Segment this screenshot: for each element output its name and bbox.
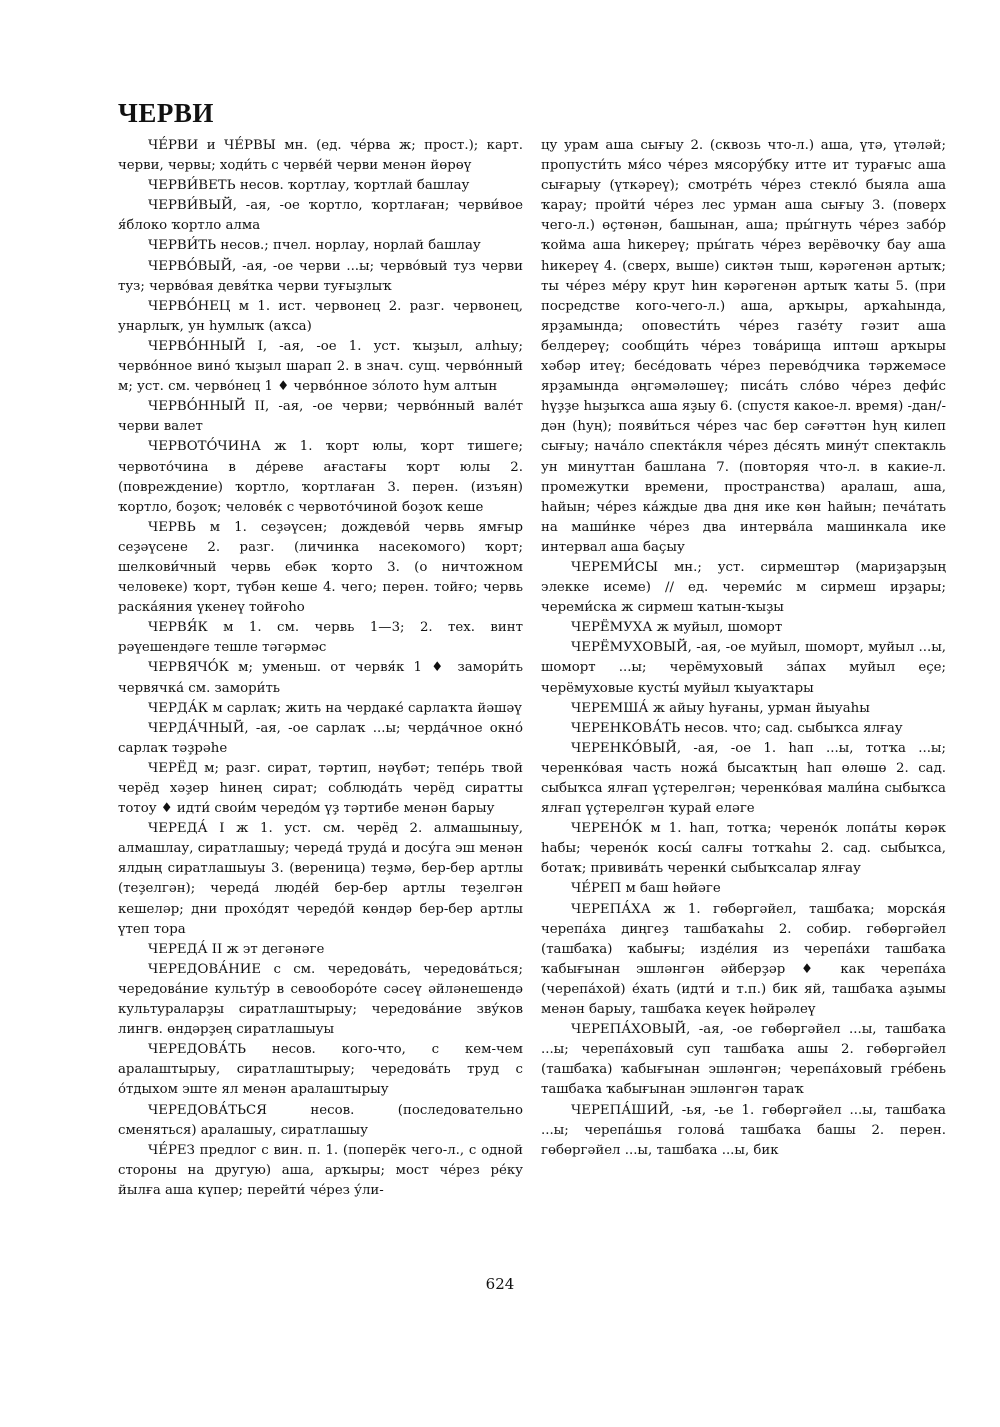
entry: ЧЕРЕПА́ХА ж 1. гөбөргәйел, ташбаҡа; морска́я черепа́ха диңгеҙ ташбаҡаһы 2. собир. гөбөргәйел (ташбаҡа) ҡабығы; изде́лия из черепа́хи ташбаҡа ҡабығынан эшләнгән әйберҙәр ♦ как черепа́ха (черепа́хой) е́хать (идти́ и т.п.) бик яй, ташбаҡа аҙымы менән барыу, ташбаҡа кеүек һөйрәлеү <box>541 901 946 1018</box>
entry: ЧЕРЕДОВА́ТЬ несов. кого-что, с кем-чем аралаштырыу, сиратлаштырыу; чередова́ть труд с о́тдыхом эште ял менән аралаштырыу <box>118 1042 523 1098</box>
entry: ЧЕРЁД м; разг. сират, тәртип, нәүбәт; тепе́рь твой черёд хәҙер һинең сират; соблюда́ть черёд сиратты тотоу ♦ идти́ свои́м чередо́м үҙ тәртибе менән барыу <box>118 760 523 817</box>
entry: ЧЕРВО́НЕЦ м 1. ист. червонец 2. разг. червонец, унарлыҡ, ун һумлыҡ (аҡса) <box>118 298 523 334</box>
entry: ЧЕ́РВИ и ЧЕ́РВЫ мн. (ед. че́рва ж; прост.); карт. черви, червы; ходи́ть с черве́й черви менән йөрөү <box>118 138 523 174</box>
entry: ЧЕРВЯЧО́К м; уменьш. от червя́к 1 ♦ замори́ть червячка́ см. замори́ть <box>118 660 523 696</box>
entry: ЧЕРЕНО́К м 1. һап, тотҡа; черено́к лопа́ты көрәк һабы; черено́к косы́ салғы тотҡаһы 2. сад. сыбыҡса, ботаҡ; привива́ть черенки́ сыбыҡсалар ялғау <box>541 821 946 877</box>
entry: ЧЕРЕПА́ШИЙ, -ья, -ье 1. гөбөргәйел ...ы, ташбаҡа ...ы; черепа́шья голова́ ташбаҡа башы 2. перен. гөбөргәйел ...ы, ташбаҡа ...ы, бик <box>541 1102 946 1158</box>
entry: ЧЕРЕДОВА́ТЬСЯ несов. (последовательно сменяться) аралашыу, сиратлашыу <box>118 1102 523 1138</box>
entry: ЧЕРЕДОВА́НИЕ с см. чередова́ть, чередова́ться; чередова́ние культу́р в севооборо́те сәсеү әйләнешендә культураларҙы сиратлаштырыу; чередова́ние зву́ков лингв. өндәрҙең сиратлашыуы <box>118 961 523 1038</box>
entry: ЧЕРДА́ЧНЫЙ, -ая, -ое сарлаҡ ...ы; черда́чное окно́ сарлаҡ тәҙрәһе <box>118 720 523 756</box>
entry: ЧЕРВИ́ТЬ несов.; пчел. норлау, норлай башлау <box>148 238 481 254</box>
entry: ЧЕРДА́К м сарлаҡ; жить на чердаке́ сарлаҡта йәшәү <box>148 700 522 716</box>
entry: ЧЕ́РЕП м баш һөйәге <box>571 881 721 897</box>
entry: ЧЕРЁМУХОВЫЙ, -ая, -ое муйыл, шоморт, муйыл ...ы, шоморт ...ы; черёмуховый за́пах муйыл еҫе; черёмуховые кусты́ муйыл ҡыуаҡтары <box>541 640 946 696</box>
left-column <box>118 136 523 1201</box>
entry: ЧЕРЕМИ́СЫ мн.; уст. сирмештәр (мариҙарҙың элекке исеме) // ед. череми́с м сирмеш ирҙары; череми́ска ж сирмеш ҡатын-ҡыҙы <box>541 559 946 616</box>
entry: ЧЕРЕДА́ I ж 1. уст. см. черёд 2. алмашыныу, алмашлау, сиратлашыу; череда́ труда́ и досу́га эш менән ялдың сиратлашыуы 3. (вереница) теҙмә, бер-бер артлы (теҙелгән); череда́ люде́й бер-бер артлы теҙелгән кешеләр; дни прохо́дят чередо́й көндәр бер-бер артлы үтеп тора <box>118 821 523 937</box>
entry: ЧЕРВЯ́К м 1. см. червь 1—3; 2. тех. винт рәүешендәге тешле тәгәрмәс <box>118 620 523 656</box>
entry: ЧЕРЕМША́ ж айыу һуғаны, урман йыуаһы <box>571 700 870 716</box>
page-number: 624 <box>485 1275 515 1293</box>
entry: ЧЕРВО́ННЫЙ II, -ая, -ое черви; черво́нный вале́т черви валет <box>118 399 523 435</box>
entry: ЧЕРВО́ВЫЙ, -ая, -ое черви ...ы; черво́вый туз черви туз; черво́вая девя́тка черви туғыҙлыҡ <box>118 258 523 294</box>
running-head: ЧЕРВИ <box>118 98 214 128</box>
entry: ЧЕРВИ́ВЕТЬ несов. ҡортлау, ҡортлай башлау <box>148 178 470 194</box>
entry: ЧЕРВОТО́ЧИНА ж 1. ҡорт юлы, ҡорт тишеге; червото́чина в де́реве ағастағы ҡорт юлы 2. (повреждение) ҡортло, ҡортлаған 3. перен. (изъян) ҡортло, боҙоҡ; челове́к с червото́чиной боҙоҡ кеше <box>118 439 523 515</box>
entry: ЧЕРЕНКО́ВЫЙ, -ая, -ое 1. һап ...ы, тотҡа ...ы; черенко́вая часть ножа́ бысаҡтың һап өлөшө 2. сад. сыбыҡса ялғап үҫтерелгән; черенко́вая мали́на сыбыҡса ялғап үҫтерелгән ҡурай еләге <box>541 740 946 817</box>
entry: ЧЕРВО́ННЫЙ I, -ая, -ое 1. уст. ҡыҙыл, алһыу; черво́нное вино́ ҡыҙыл шарап 2. в знач. сущ. черво́нный м; уст. см. черво́нец 1 ♦ черво́нное зо́лото һум алтын <box>118 338 523 395</box>
entry: ЧЕРЕНКОВА́ТЬ несов. что; сад. сыбыҡса ялғау <box>571 720 903 736</box>
right-column <box>541 136 946 1161</box>
entry: ЧЕРЕДА́ II ж эт дегәнәге <box>148 941 325 957</box>
entry: ЧЕ́РЕЗ предлог с вин. п. 1. (поперёк чего-л., с одной стороны на другую) аша, арҡыры; мост че́рез ре́ку йылға аша күпер; перейти́ че́рез у́ли- <box>118 1142 523 1198</box>
entry: ЧЕРЁМУХА ж муйыл, шоморт <box>571 620 783 636</box>
entry: ЧЕРЕПА́ХОВЫЙ, -ая, -ое гөбөргәйел ...ы, ташбаҡа ...ы; черепа́ховый суп ташбаҡа ашы 2. гөбөргәйел (ташбаҡа) ҡабығынан эшләнгән; черепа́ховый гре́бень ташбаҡа ҡабығынан эшләнгән тараҡ <box>541 1022 946 1098</box>
entry: цу урам аша сығыу 2. (сквозь что-л.) аша, үтә, үтәләй; пропусти́ть мя́со че́рез мясору́бку итте ит турағыс аша сығарыу (үткәреү); смотре́ть че́рез стекло́ быяла аша ҡарау; пройти́ че́рез лес урман аша сығыу 3. (поверх чего-л.) өҫтөнән, башынан, аша; пры́гнуть че́рез забо́р ҡойма аша һикереү; пры́гать че́рез верёвочку бау аша һикереү 4. (сверх, выше) сиктән тыш, кәрәгенән артыҡ; ты че́рез ме́ру крут һин кәрәгенән артыҡ ҡаты 5. (при посредстве кого-чего-л.) аша, арҡыры, арҡаһында, ярҙамында; оповести́ть че́рез газе́ту гәзит аша белдереү; сообщи́ть че́рез това́рища иптәш арҡыры хәбәр итеү; бесе́довать че́рез перево́дчика тәржемәсе ярҙамында әңгәмәләшеү; писа́ть сло́во че́рез дефи́с һүҙҙе һыҙыҡса аша яҙыу 6. (спустя какое-л. время) -дан/-дән (һуң); появи́ться че́рез час бер сәғәттән һуң килеп сығыу; нача́ло спекта́кля че́рез де́сять мину́т спектакль ун минуттан башлана 7. (повторяя что-л. в какие-л. промежутки времени, пространства) аралаш, аша, һайын; че́рез ка́ждые два дня ике көн һайын; печа́тать на маши́нке че́рез два интерва́ла машинкала ике интервал аша баҫыу <box>541 138 946 555</box>
entry: ЧЕРВИ́ВЫЙ, -ая, -ое ҡортло, ҡортлаған; черви́вое я́блоко ҡортло алма <box>118 198 523 234</box>
entry: ЧЕРВЬ м 1. сеҙәүсен; дождево́й червь ямғыр сеҙәүсене 2. разг. (личинка насекомого) ҡорт; шелкови́чный червь ебәк ҡорто 3. (о ничтожном человеке) ҡорт, түбән кеше 4. чего; перен. тойғо; червь раска́яния үкенеү тойғоһо <box>118 519 523 616</box>
